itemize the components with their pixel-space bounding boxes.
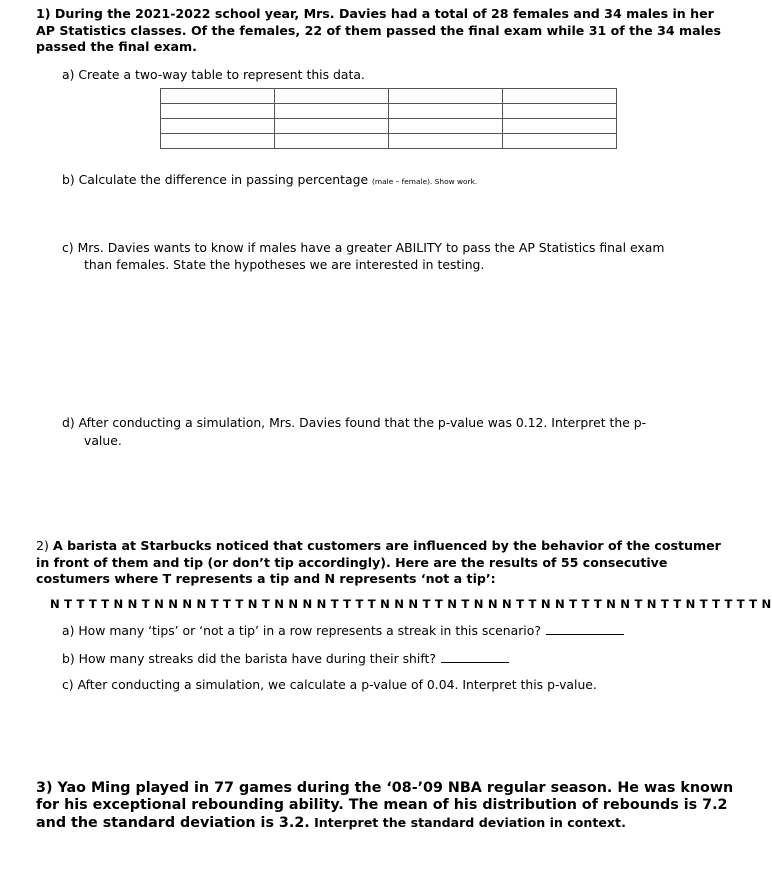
q2-part-b-text: b) How many streaks did the barista have during their shift? — [62, 651, 436, 666]
table-row — [161, 119, 617, 134]
table-row — [161, 134, 617, 149]
table-cell[interactable] — [161, 89, 275, 104]
q2-part-b — [62, 650, 509, 667]
q2-part-c: c) After conducting a simulation, we calculate a p-value of 0.04. Interpret this p-value. — [62, 677, 597, 692]
q1-part-d-line2: value. — [84, 433, 122, 448]
table-cell[interactable] — [161, 134, 275, 149]
q2-intro-text: A barista at Starbucks noticed that customers are influenced by the behavior of the costumer in front of them and tip (or don’t tip accordingly). Here are the results of 55 consecutive costumers where T represents a tip and N represents ‘not a tip’: — [36, 538, 721, 586]
table-cell[interactable] — [161, 104, 275, 119]
tip-sequence: N T T T T N N T N N N N T T T N T N N N N T T T T N N N T T N T N N N T T N N T T T N N T N T T N T T T T T N — [50, 597, 772, 611]
q3-main: 3) Yao Ming played in 77 games during the ‘08-’09 NBA regular season. He was known for his exceptional rebounding ability. The mean of his distribution of rebounds is 7.2 and the standard deviation is 3.2. — [36, 780, 734, 831]
table-cell[interactable] — [503, 89, 617, 104]
answer-blank[interactable] — [441, 661, 509, 663]
table-cell[interactable] — [503, 104, 617, 119]
table-cell[interactable] — [389, 104, 503, 119]
q2-number: 2) — [36, 538, 53, 553]
q3-tail: Interpret the standard deviation in context. — [309, 815, 626, 830]
table-row — [161, 89, 617, 104]
q1-part-c-line2: than females. State the hypotheses we are interested in testing. — [84, 257, 485, 272]
q2-intro — [36, 538, 736, 588]
table-cell[interactable] — [275, 104, 389, 119]
table-cell[interactable] — [275, 89, 389, 104]
table-cell[interactable] — [503, 134, 617, 149]
q1-part-b — [62, 171, 477, 190]
two-way-table — [160, 88, 617, 149]
table-cell[interactable] — [389, 119, 503, 134]
q2-part-a-text: a) How many ‘tips’ or ‘not a tip’ in a row represents a streak in this scenario? — [62, 623, 541, 638]
table-cell[interactable] — [275, 119, 389, 134]
table-cell[interactable] — [503, 119, 617, 134]
table-row — [161, 104, 617, 119]
q1-number: 1) — [36, 6, 51, 21]
q3-text — [36, 780, 756, 832]
table-cell[interactable] — [161, 119, 275, 134]
q1-part-b-text: b) Calculate the difference in passing percentage — [62, 172, 373, 187]
answer-blank[interactable] — [546, 633, 624, 635]
q1-intro — [36, 6, 736, 56]
q1-part-a: a) Create a two-way table to represent this data. — [62, 67, 365, 82]
table-cell[interactable] — [275, 134, 389, 149]
q1-part-c-line1: c) Mrs. Davies wants to know if males have a greater ABILITY to pass the AP Statistics final exam — [62, 240, 665, 255]
q1-part-d-line1: d) After conducting a simulation, Mrs. Davies found that the p-value was 0.12. Interpret the p- — [62, 415, 647, 430]
table-cell[interactable] — [389, 134, 503, 149]
q1-intro-text: During the 2021-2022 school year, Mrs. Davies had a total of 28 females and 34 males in her AP Statistics classes. Of the females, 22 of them passed the final exam while 31 of the 34 males passed the final exam. — [36, 6, 721, 54]
q2-part-a — [62, 622, 624, 639]
q1-part-b-note: (male – female). Show work. — [372, 177, 478, 186]
table-cell[interactable] — [389, 89, 503, 104]
